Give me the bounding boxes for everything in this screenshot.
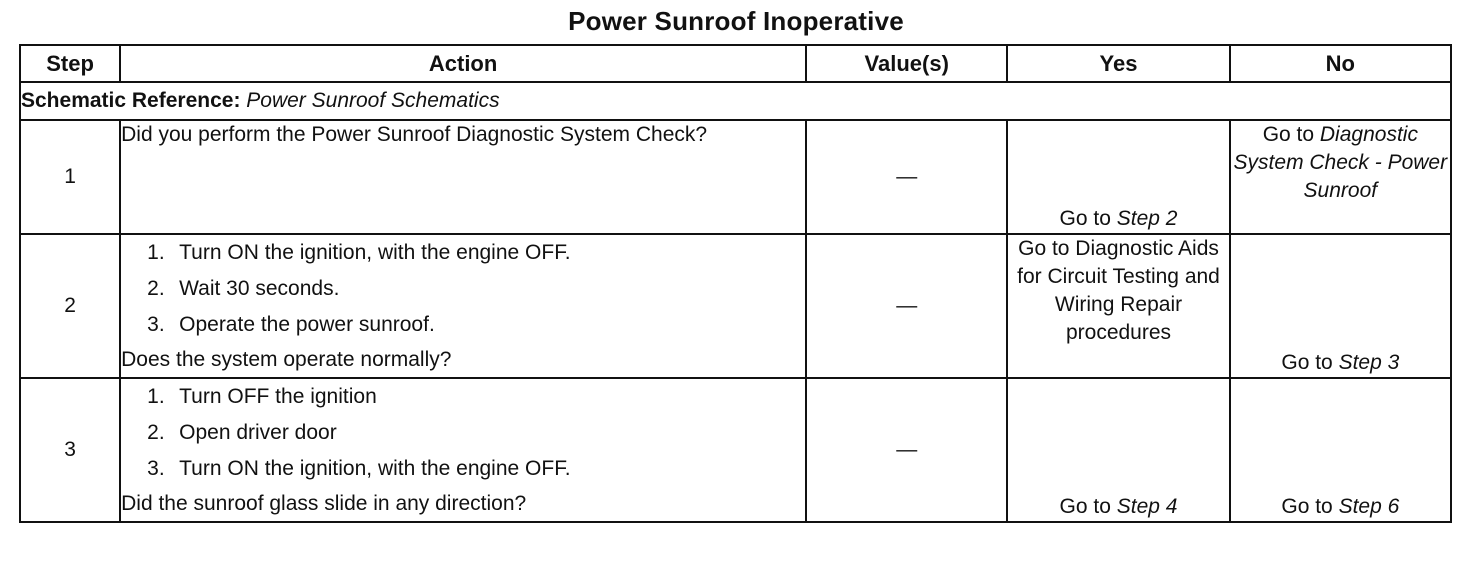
yes-cell bbox=[1007, 378, 1229, 522]
action-question: Did the sunroof glass slide in any direction? bbox=[121, 492, 527, 515]
action-cell bbox=[120, 378, 806, 522]
no-prefix: Go to bbox=[1281, 495, 1339, 518]
action-cell bbox=[120, 120, 806, 234]
substep-item: Turn ON the ignition, with the engine OFF. bbox=[179, 241, 571, 264]
value-cell bbox=[806, 378, 1007, 522]
substep-list bbox=[121, 235, 805, 343]
no-cell bbox=[1230, 234, 1451, 378]
step-number: 1 bbox=[20, 120, 120, 234]
yes-prefix: Go to bbox=[1059, 495, 1117, 518]
table-header-row bbox=[20, 45, 1451, 82]
no-step-link: Step 6 bbox=[1338, 495, 1400, 518]
substep-item: Wait 30 seconds. bbox=[179, 277, 340, 300]
step-number: 3 bbox=[20, 378, 120, 522]
no-cell bbox=[1230, 378, 1451, 522]
table-row bbox=[20, 378, 1451, 522]
no-prefix: Go to bbox=[1281, 351, 1339, 374]
yes-prefix: Go to bbox=[1059, 207, 1117, 230]
yes-cell bbox=[1007, 234, 1229, 378]
yes-step-link: Step 2 bbox=[1116, 207, 1178, 230]
page-title: Power Sunroof Inoperative bbox=[568, 6, 904, 36]
substep-list bbox=[121, 379, 805, 487]
no-cell bbox=[1230, 120, 1451, 234]
substep-item: Open driver door bbox=[179, 421, 337, 444]
value-cell bbox=[806, 120, 1007, 234]
header-action: Action bbox=[120, 45, 806, 82]
table-row bbox=[20, 234, 1451, 378]
substep-item: Operate the power sunroof. bbox=[179, 313, 435, 336]
value-dash: — bbox=[896, 165, 918, 188]
value-dash: — bbox=[896, 294, 918, 317]
header-values: Value(s) bbox=[806, 45, 1007, 82]
schematic-reference-label: Schematic Reference: bbox=[21, 89, 241, 112]
action-question: Does the system operate normally? bbox=[121, 348, 452, 371]
header-step: Step bbox=[20, 45, 120, 82]
yes-step-link: Step 4 bbox=[1116, 495, 1178, 518]
no-step-link: Diagnostic System Check - Power Sunroof bbox=[1233, 123, 1448, 202]
schematic-reference-cell bbox=[20, 82, 1451, 120]
table-row bbox=[20, 120, 1451, 234]
yes-cell bbox=[1007, 120, 1229, 234]
substep-item: Turn OFF the ignition bbox=[179, 385, 377, 408]
value-dash: — bbox=[896, 438, 918, 461]
no-prefix: Go to bbox=[1262, 123, 1320, 146]
action-question: Did you perform the Power Sunroof Diagnostic System Check? bbox=[121, 123, 708, 146]
value-cell bbox=[806, 234, 1007, 378]
no-step-link: Step 3 bbox=[1338, 351, 1400, 374]
schematic-reference-row bbox=[20, 82, 1451, 120]
header-no: No bbox=[1230, 45, 1451, 82]
header-yes: Yes bbox=[1007, 45, 1229, 82]
schematic-reference-link: Power Sunroof Schematics bbox=[246, 89, 500, 112]
step-number: 2 bbox=[20, 234, 120, 378]
yes-text: Go to Diagnostic Aids for Circuit Testing and Wiring Repair procedures bbox=[1017, 237, 1220, 344]
substep-item: Turn ON the ignition, with the engine OFF. bbox=[179, 457, 571, 480]
diagnostic-table bbox=[19, 44, 1452, 523]
action-cell bbox=[120, 234, 806, 378]
